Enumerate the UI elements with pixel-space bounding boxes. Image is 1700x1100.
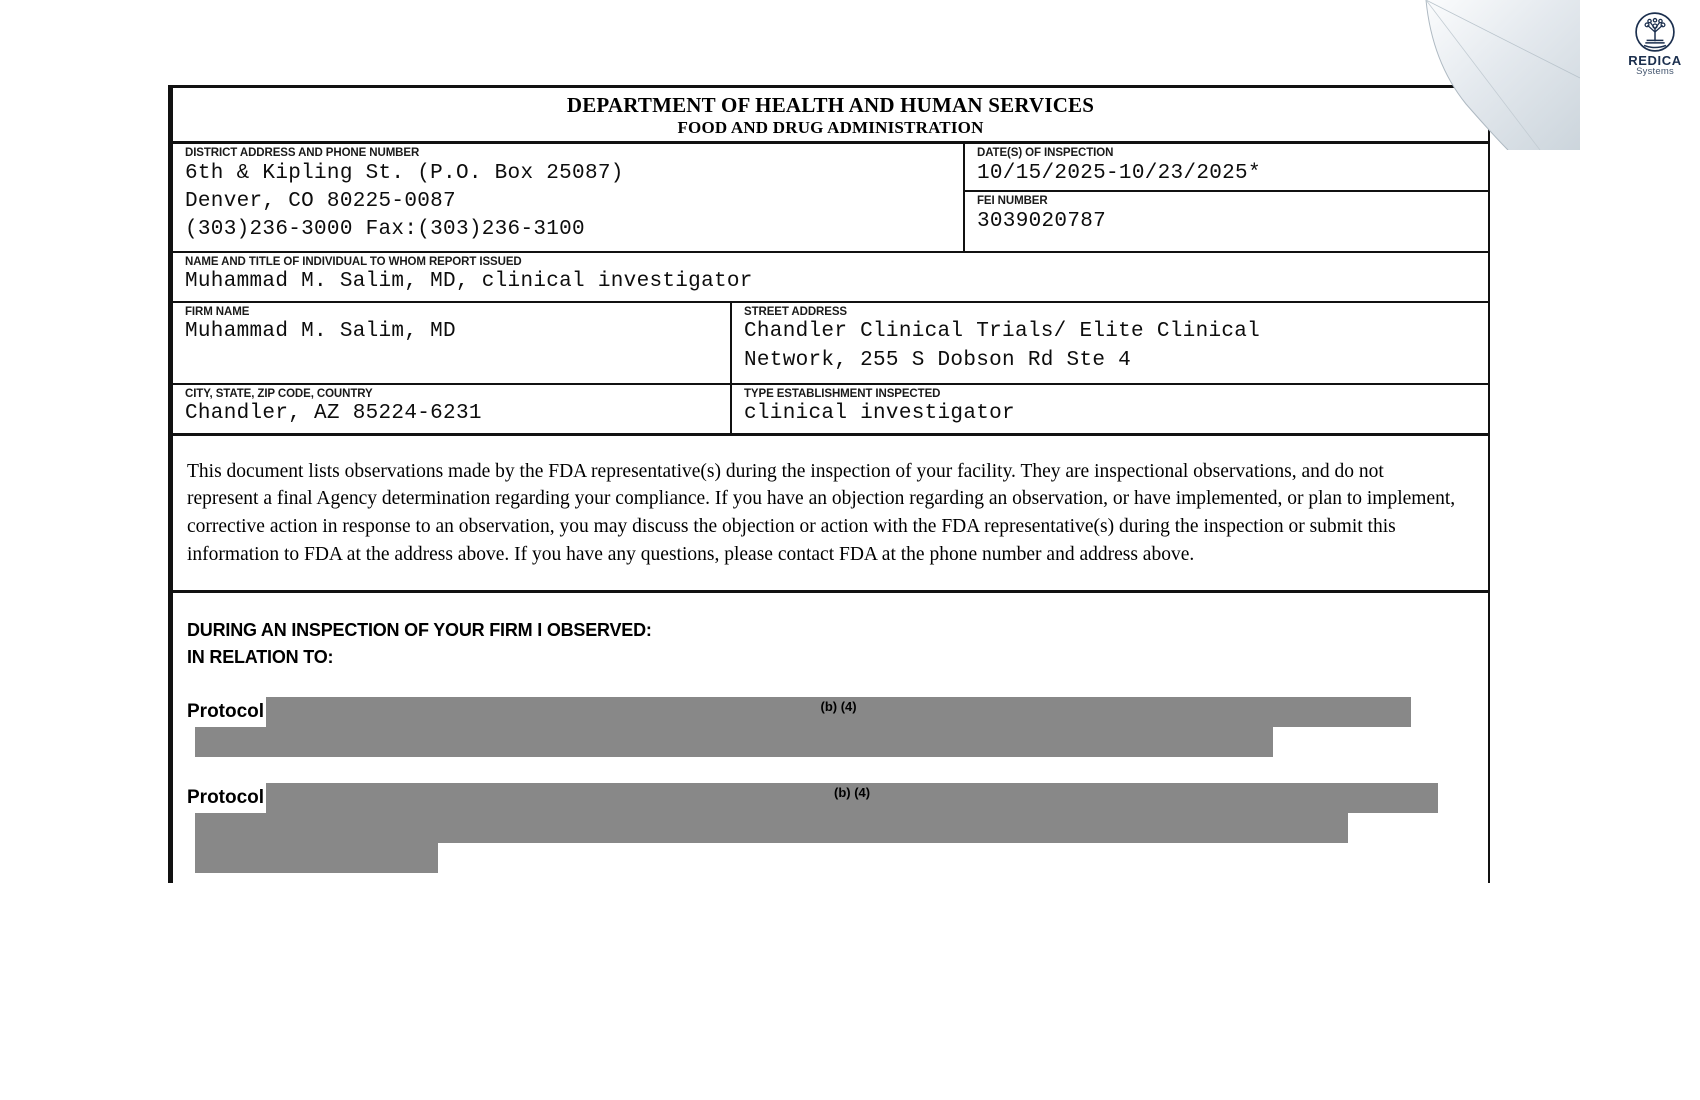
individual-row — [173, 253, 1488, 303]
redacted-content-bar — [266, 783, 1438, 813]
form-title-block — [173, 88, 1488, 144]
fei-number-label: FEI NUMBER — [977, 195, 1048, 208]
establishment-type-value: clinical investigator — [744, 402, 1015, 426]
observations-heading-line-2: IN RELATION TO: — [187, 647, 334, 668]
city-state-zip-value: Chandler, AZ 85224-6231 — [185, 402, 482, 426]
protocol-label: Protocol — [187, 701, 265, 723]
redacted-content-bar — [195, 727, 1273, 757]
redacted-content-bar — [266, 697, 1411, 727]
header-fields-row — [173, 144, 1488, 253]
inspection-dates-field — [965, 144, 1488, 192]
district-address-field — [173, 144, 963, 251]
establishment-type-label: TYPE ESTABLISHMENT INSPECTED — [744, 387, 941, 400]
city-establishment-row — [173, 385, 1488, 436]
individual-name-field — [173, 253, 1488, 303]
firm-street-row — [173, 303, 1488, 385]
observation-continuation-line — [195, 813, 1488, 843]
exemption-code: (b) (4) — [834, 785, 871, 801]
individual-name-value: Muhammad M. Salim, MD, clinical investigator — [185, 270, 753, 294]
observation-item — [187, 783, 1488, 873]
inspection-dates-value: 10/15/2025-10/23/2025* — [977, 161, 1261, 185]
city-state-zip-field — [173, 385, 730, 433]
department-title: DEPARTMENT OF HEALTH AND HUMAN SERVICES — [566, 93, 1095, 117]
observation-item — [187, 697, 1488, 757]
protocol-label: Protocol — [187, 787, 265, 809]
individual-name-label: NAME AND TITLE OF INDIVIDUAL TO WHOM REPORT ISSUED — [185, 255, 522, 268]
district-address-line-2: Denver, CO 80225-0087 — [185, 190, 456, 214]
inspection-dates-label: DATE(S) OF INSPECTION — [977, 147, 1114, 160]
redacted-content-bar — [195, 843, 438, 873]
redica-tree-emblem-icon — [1634, 11, 1676, 53]
firm-name-field — [173, 303, 730, 385]
establishment-type-field — [730, 385, 1488, 433]
fda-form-483 — [168, 85, 1490, 883]
redica-brand-text: REDICA — [1628, 52, 1682, 68]
fei-number-value: 3039020787 — [977, 209, 1107, 233]
district-address-label: DISTRICT ADDRESS AND PHONE NUMBER — [185, 147, 420, 160]
fei-number-field — [965, 192, 1488, 251]
redica-brand-subtext: Systems — [1636, 66, 1674, 78]
street-address-line-2: Network, 255 S Dobson Rd Ste 4 — [744, 348, 1132, 372]
firm-name-label: FIRM NAME — [185, 305, 250, 318]
district-address-line-1: 6th & Kipling St. (P.O. Box 25087) — [185, 161, 624, 185]
street-address-field — [730, 303, 1488, 385]
disclaimer-section — [173, 436, 1488, 594]
street-address-label: STREET ADDRESS — [744, 305, 847, 318]
city-state-zip-label: CITY, STATE, ZIP CODE, COUNTRY — [185, 387, 373, 400]
firm-name-value: Muhammad M. Salim, MD — [185, 320, 456, 344]
observation-continuation-line — [195, 843, 1488, 873]
redacted-content-bar — [195, 813, 1348, 843]
agency-title: FOOD AND DRUG ADMINISTRATION — [677, 117, 984, 137]
exemption-code: (b) (4) — [820, 699, 857, 715]
observations-section — [173, 593, 1488, 883]
observations-heading-line-1: DURING AN INSPECTION OF YOUR FIRM I OBSERVED: — [187, 620, 652, 641]
disclaimer-text: This document lists observations made by the FDA representative(s) during the inspection of your facility. They are inspectional observations, and do not represent a final Agency determination regarding your compliance. If you have an objection regarding an observation, or have implemented, or plan to implement, corrective action in response to an observation, you may discuss the objection or action with the FDA representative(s) during the inspection or submit this information to FDA at the address above. If you have any questions, please contact FDA at the phone number and address above. — [187, 460, 1456, 565]
street-address-line-1: Chandler Clinical Trials/ Elite Clinical — [744, 320, 1261, 344]
observation-first-line — [187, 697, 1488, 727]
redica-systems-watermark — [1620, 8, 1690, 80]
observation-continuation-line — [195, 727, 1488, 757]
observation-first-line — [187, 783, 1488, 813]
district-address-line-3: (303)236-3000 Fax:(303)236-3100 — [185, 218, 585, 242]
header-right-stack — [963, 144, 1488, 251]
